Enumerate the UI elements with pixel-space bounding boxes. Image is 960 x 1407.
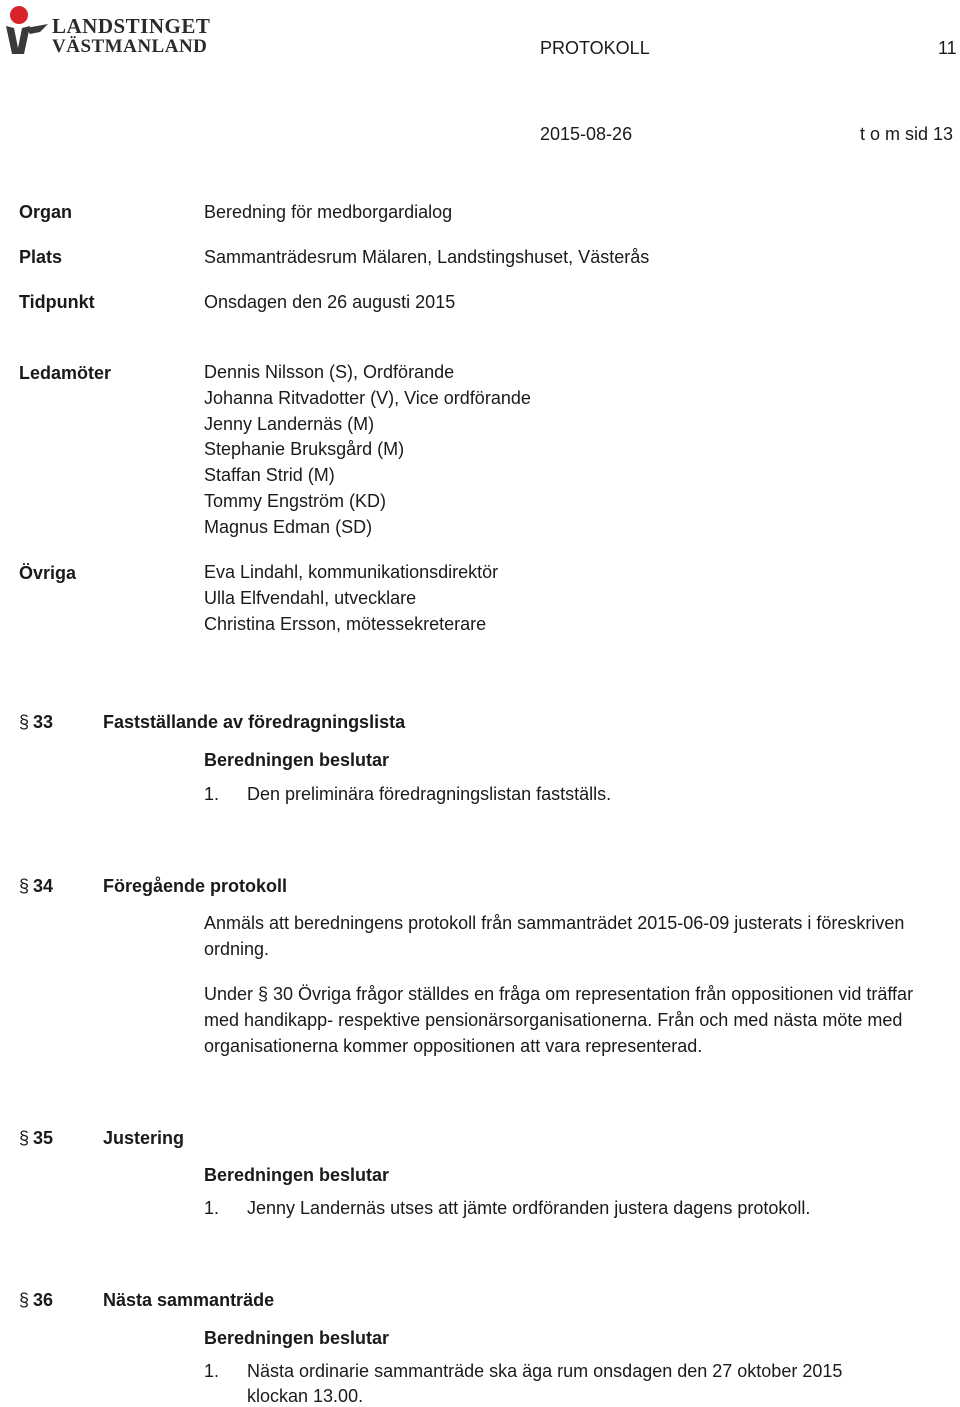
tidpunkt-label: Tidpunkt <box>19 292 95 312</box>
ledamoter-label: Ledamöter <box>19 363 112 383</box>
decision-item-text-line-2: klockan 13.00. <box>247 1386 364 1406</box>
decision-item-number: 1. <box>204 784 220 804</box>
ovriga-label: Övriga <box>19 563 77 583</box>
paragraph-symbol: § <box>19 876 30 896</box>
logo-line-1: LANDSTINGET <box>52 14 211 38</box>
member-item: Staffan Strid (M) <box>204 465 335 486</box>
section-number: 36 <box>33 1290 54 1310</box>
section-title: Föregående protokoll <box>103 876 288 896</box>
paragraph-symbol: § <box>19 1290 30 1310</box>
section-35-heading <box>19 1128 184 1149</box>
organization-logo <box>4 4 211 57</box>
decision-heading: Beredningen beslutar <box>204 750 390 770</box>
section-36-heading <box>19 1290 274 1311</box>
decision-item-text-line-1: Nästa ordinarie sammanträde ska äga rum onsdagen den 27 oktober 2015 <box>247 1361 843 1381</box>
member-item: Tommy Engström (KD) <box>204 490 387 511</box>
decision-item-number: 1. <box>204 1198 220 1218</box>
section-number: 34 <box>33 876 54 896</box>
logo-figure-icon <box>4 4 52 56</box>
member-item: Dennis Nilsson (S), Ordförande <box>204 362 455 382</box>
document-type: PROTOKOLL <box>540 38 650 58</box>
section-title: Nästa sammanträde <box>103 1290 275 1310</box>
tidpunkt-value: Onsdagen den 26 augusti 2015 <box>204 292 456 312</box>
plats-value: Sammanträdesrum Mälaren, Landstingshuset, Västerås <box>204 247 650 267</box>
member-item: Johanna Ritvadotter (V), Vice ordförande <box>204 387 531 408</box>
section-34-paragraph-1: Anmäls att beredningens protokoll från sammanträdet 2015-06-09 justerats i föreskriven ordning. <box>204 913 905 959</box>
ovriga-list <box>204 560 498 637</box>
member-item: Magnus Edman (SD) <box>204 516 373 537</box>
other-attendee-item: Eva Lindahl, kommunikationsdirektör <box>204 562 499 582</box>
decision-heading: Beredningen beslutar <box>204 1165 390 1185</box>
logo-line-2: VÄSTMANLAND <box>52 36 208 57</box>
member-item: Stephanie Bruksgård (M) <box>204 439 405 460</box>
section-title: Justering <box>103 1128 185 1148</box>
paragraph-symbol: § <box>19 712 30 732</box>
plats-label: Plats <box>19 247 63 267</box>
section-34-paragraph-2: Under § 30 Övriga frågor ställdes en fråga om representation från oppositionen vid träffar med handikapp- respektive pensionärsorganisationerna. Från och med nästa möte med organisationerna kommer oppositionen att vara representerad. <box>204 984 914 1056</box>
other-attendee-item: Christina Ersson, mötessekreterare <box>204 613 487 634</box>
section-number: 33 <box>33 712 54 732</box>
decision-heading: Beredningen beslutar <box>204 1328 390 1348</box>
other-attendee-item: Ulla Elfvendahl, utvecklare <box>204 587 417 608</box>
section-33-heading <box>19 712 405 733</box>
ledamoter-list <box>204 360 531 541</box>
section-number: 35 <box>33 1128 54 1148</box>
paragraph-symbol: § <box>19 1128 30 1148</box>
page-number: 11 <box>938 38 957 58</box>
document-date: 2015-08-26 <box>540 124 633 144</box>
organ-value: Beredning för medborgardialog <box>204 202 453 222</box>
section-34-heading <box>19 876 287 897</box>
decision-item-text: Jenny Landernäs utses att jämte ordföranden justera dagens protokoll. <box>247 1198 811 1218</box>
organ-label: Organ <box>19 202 73 222</box>
decision-item-number: 1. <box>204 1361 220 1381</box>
decision-item-text: Den preliminära föredragningslistan fastställs. <box>247 784 612 804</box>
member-item: Jenny Landernäs (M) <box>204 413 375 434</box>
section-title: Fastställande av föredragningslista <box>103 712 406 732</box>
page-range: t o m sid 13 <box>860 124 954 144</box>
